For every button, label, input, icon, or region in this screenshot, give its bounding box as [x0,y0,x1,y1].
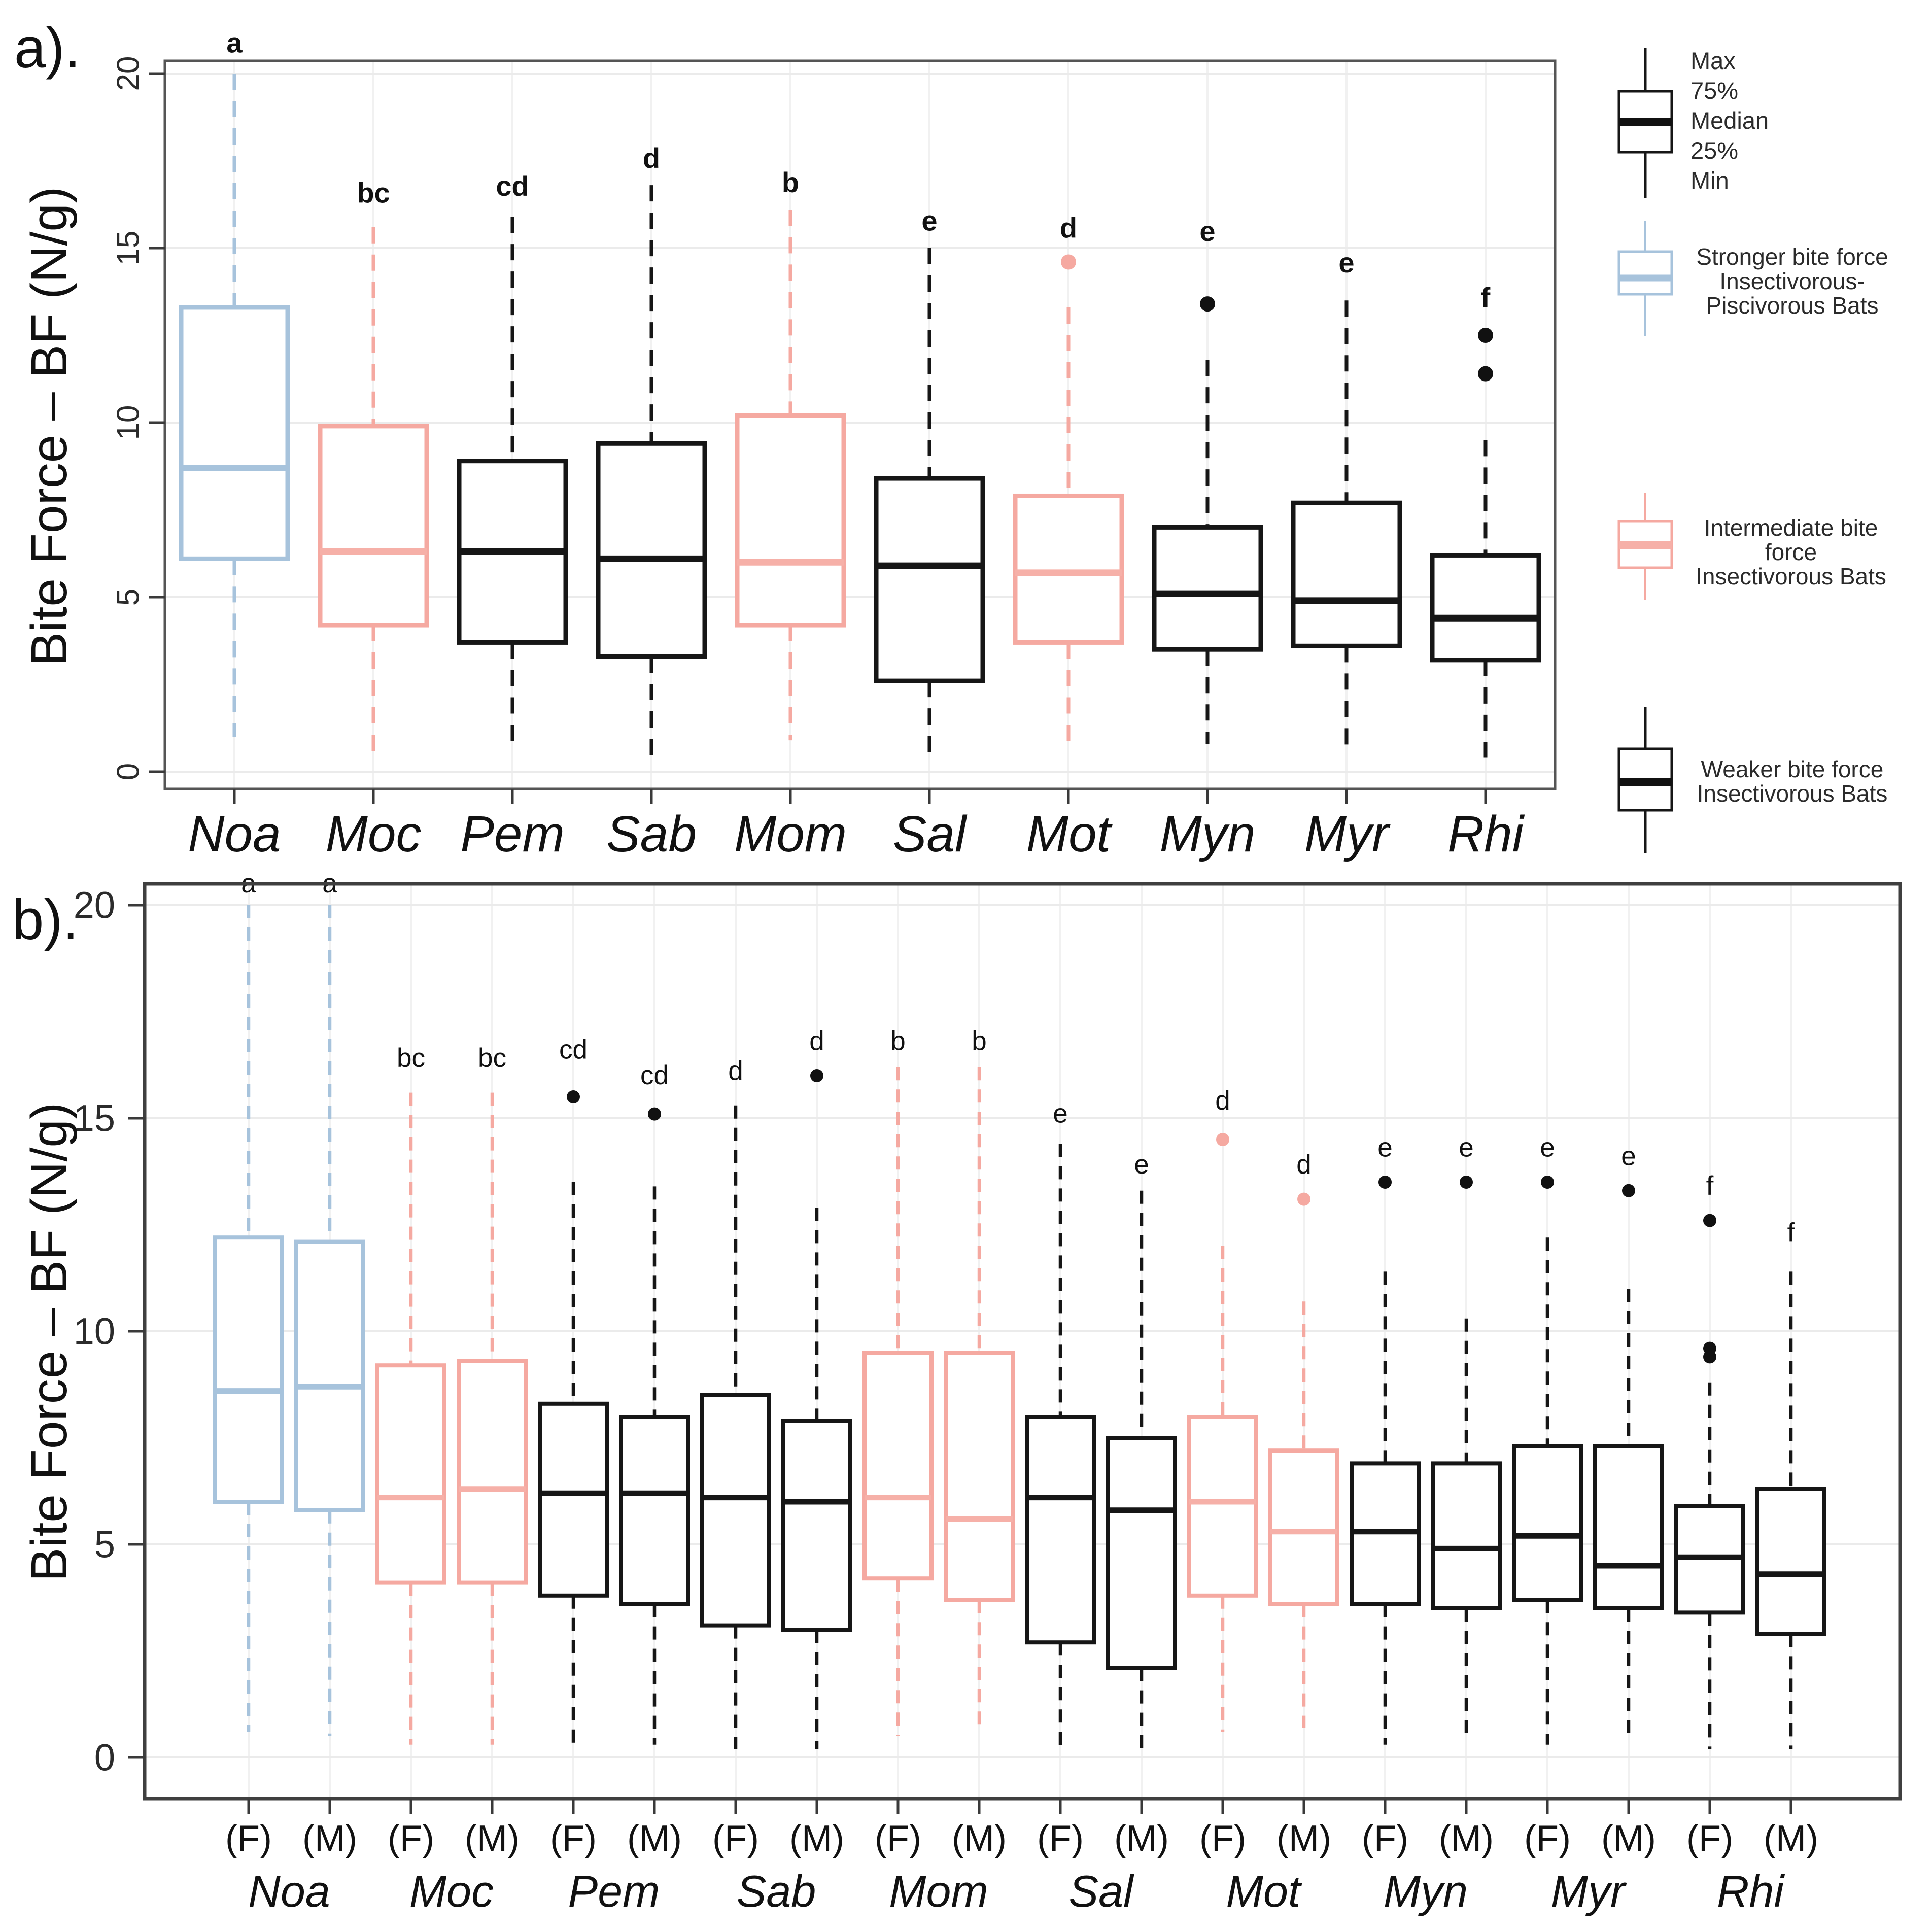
panel-a-category-Pem: Pem [460,806,565,862]
legend-intermediate-line2: force [1765,539,1817,565]
legend-stronger-line2: Insectivorous- [1719,268,1865,294]
panel-b-sig-letter-1: a [322,868,337,899]
panel-b-sex-label-9: (M) [952,1818,1007,1859]
panel-b-box-Noa-M [296,905,363,1736]
panel-b-box-Rhi-M-iqr-box [1757,1489,1824,1634]
panel-b-sig-letter-15: e [1459,1132,1474,1163]
panel-a-box-Sab-iqr-box [598,443,705,657]
panel-a-sig-letter-1: bc [357,177,390,209]
legend-intermediate-line3: Insectivorous Bats [1696,563,1886,590]
panel-b-sig-letter-5: cd [640,1060,669,1090]
panel-b-sig-letter-16: e [1540,1132,1555,1163]
panel-b-sex-label-2: (F) [388,1818,434,1859]
panel-b-box-Myr-F-outlier [1541,1176,1554,1189]
panel-b-box-Noa-M-iqr-box [296,1242,363,1510]
key-label-median: Median [1690,107,1769,134]
panel-a-sig-letter-8: e [1338,247,1355,279]
panel-b-category-Sab: Sab [736,1866,816,1916]
panel-b-sig-letter-12: d [1215,1086,1230,1116]
panel-b-sig-letter-19: f [1787,1218,1795,1248]
panel-a-category-Mom: Mom [734,806,847,862]
panel-b-sex-label-14: (F) [1362,1818,1408,1859]
legend-entry-intermediate [1646,515,1932,589]
panel-b-sex-label-16: (F) [1524,1818,1571,1859]
panel-b-sex-label-19: (M) [1764,1818,1818,1859]
panel-a-box-Sab [598,185,705,757]
panel-b-box-Myn-M-iqr-box [1433,1463,1500,1608]
panel-b-box-Pem-F [540,1090,607,1749]
panel-a-box-Mot-outlier [1061,255,1076,270]
legend-weaker-line1: Weaker bite force [1701,756,1884,782]
panel-b-sig-letter-0: a [241,868,256,899]
panel-b-box-Myr-M-outlier [1622,1184,1635,1197]
key-label-min: Min [1690,167,1729,194]
panel-a-category-Moc: Moc [325,806,422,862]
panel-b-sex-label-0: (F) [225,1818,272,1859]
panel-b-sig-letter-9: b [972,1026,987,1056]
panel-b-sex-label-11: (M) [1114,1818,1169,1859]
panel-a-box-Noa-iqr-box [181,307,288,559]
panel-b-sig-letter-8: b [890,1026,906,1056]
panel-b-box-Pem-M-iqr-box [621,1417,688,1604]
panel-b-sex-label-4: (F) [550,1818,597,1859]
boxplot-key-symbol [1616,45,1677,202]
legend-weaker-line2: Insectivorous Bats [1697,780,1888,807]
panel-a-category-Sab: Sab [606,806,697,862]
panel-b-sex-label-13: (M) [1276,1818,1331,1859]
legend-intermediate-line1: Intermediate bite [1704,514,1878,541]
panel-b-y-axis-title: Bite Force – BF (N/g) [21,1102,78,1582]
panel-b-sig-letter-2: bc [397,1043,425,1074]
panel-a-ytick-label-20: 20 [111,56,146,91]
panel-b-ytick-label-10: 10 [73,1310,115,1353]
panel-a-category-Noa: Noa [188,806,281,862]
panel-a-sig-letter-7: e [1199,215,1216,248]
panel-b-box-Pem-F-iqr-box [540,1404,607,1596]
panel-b-category-Pem: Pem [568,1866,660,1916]
panel-b-sex-label-5: (M) [627,1818,682,1859]
panel-a-box-Rhi-iqr-box [1432,555,1539,660]
panel-a-ytick-label-10: 10 [111,405,146,440]
panel-b-sex-label-1: (M) [302,1818,357,1859]
panel-b-box-Sab-F [702,1106,769,1749]
panel-b-box-Moc-M-iqr-box [459,1361,526,1583]
panel-b-sig-letter-14: e [1377,1132,1393,1163]
panel-b-box-Mom-M-iqr-box [946,1353,1013,1600]
panel-b-sex-label-6: (F) [712,1818,759,1859]
panel-a-sig-letter-0: a [226,26,243,59]
panel-a-sig-letter-4: b [781,166,800,198]
panel-b-sex-label-18: (F) [1686,1818,1733,1859]
panel-a-ytick-label-0: 0 [111,763,146,781]
panel-b-label: b). [12,888,79,951]
panel-b-box-Noa-F-iqr-box [215,1237,282,1502]
key-label-75: 75% [1690,77,1739,104]
panel-a-box-Rhi-outlier [1478,366,1493,382]
legend-entry-stronger [1651,245,1932,318]
panel-a-box-Mot-iqr-box [1015,496,1122,642]
panel-b-sig-letter-3: bc [478,1043,506,1074]
key-label-max: Max [1690,47,1736,74]
panel-b-box-Myn-M-outlier [1460,1176,1473,1189]
panel-b-box-Mot-F-outlier [1216,1133,1229,1146]
panel-b-sig-letter-10: e [1053,1098,1068,1129]
panel-b-ytick-label-5: 5 [94,1523,115,1566]
panel-a-box-Mom-iqr-box [737,416,844,625]
panel-a-box-Myn-iqr-box [1154,527,1261,649]
panel-b-box-Pem-M-outlier [648,1108,661,1121]
panel-b-box-Mot-M-iqr-box [1270,1451,1337,1604]
panel-a-label: a). [14,16,81,80]
panel-a-sig-letter-9: f [1480,281,1491,314]
panel-b-box-Rhi-F-outlier [1703,1214,1716,1227]
panel-b-box-Sal-M-iqr-box [1108,1438,1175,1668]
panel-b-box-Myn-F-outlier [1378,1176,1392,1189]
panel-b [74,869,1900,1916]
panel-b-box-Myr-M-iqr-box [1595,1446,1662,1608]
panel-a-box-Moc-iqr-box [320,426,427,625]
panel-a-sig-letter-6: d [1059,212,1078,244]
panel-a [111,27,1556,862]
panel-b-ytick-label-0: 0 [94,1736,115,1779]
boxplot-key-labels [1690,46,1769,195]
panel-a-ytick-label-5: 5 [111,588,146,606]
panel-a-sig-letter-5: e [921,204,938,237]
panel-b-category-Rhi: Rhi [1716,1866,1784,1916]
panel-a-ytick-label-15: 15 [111,230,146,266]
panel-b-category-Myn: Myn [1383,1866,1468,1916]
panel-b-box-Mot-F-iqr-box [1189,1417,1256,1596]
panel-b-box-Rhi-F-outlier [1703,1350,1716,1363]
panel-a-box-Myr [1293,300,1400,754]
panel-b-category-Mom: Mom [889,1866,988,1916]
panel-b-sex-label-17: (M) [1601,1818,1656,1859]
panel-b-box-Myr-F-iqr-box [1514,1446,1581,1600]
panel-a-box-Myr-iqr-box [1293,503,1400,646]
panel-b-box-Mom-M [946,1067,1013,1732]
panel-a-box-Rhi-outlier [1478,328,1493,343]
panel-b-sex-label-8: (F) [875,1818,921,1859]
panel-b-box-Sab-F-iqr-box [702,1395,769,1626]
panel-b-box-Mom-F-iqr-box [865,1353,932,1578]
panel-b-box-Sal-F-iqr-box [1027,1417,1094,1642]
panel-b-box-Mom-F [865,1067,932,1736]
legend-stronger-line3: Piscivorous Bats [1706,292,1879,319]
panel-b-sex-label-10: (F) [1037,1818,1084,1859]
panel-a-box-Sal-iqr-box [876,478,983,681]
panel-b-sig-letter-18: f [1706,1171,1714,1201]
panel-b-sex-label-15: (M) [1439,1818,1494,1859]
panel-b-border [145,884,1900,1799]
panel-b-sex-label-7: (M) [789,1818,844,1859]
panel-b-category-Noa: Noa [248,1866,330,1916]
panel-a-sig-letter-2: cd [496,169,529,202]
legend-entry-weaker [1651,757,1932,806]
panel-b-box-Moc-F-iqr-box [377,1365,444,1582]
panel-b-sig-letter-11: e [1134,1150,1149,1180]
panel-a-sig-letter-3: d [642,142,661,174]
panel-a-category-Myr: Myr [1304,806,1389,862]
panel-b-box-Sab-M-iqr-box [783,1421,850,1630]
panel-b-ytick-label-15: 15 [73,1097,115,1140]
panel-a-y-axis-title: Bite Force – BF (N/g) [21,186,78,666]
panel-b-box-Sab-M-outlier [810,1069,823,1082]
panel-b-sig-letter-6: d [728,1056,743,1086]
panel-b-sex-label-3: (M) [465,1818,520,1859]
panel-b-category-Myr: Myr [1550,1866,1626,1916]
panel-b-sig-letter-17: e [1621,1141,1636,1171]
panel-b-sig-letter-13: d [1296,1150,1312,1180]
panel-b-sex-label-12: (F) [1199,1818,1246,1859]
panel-b-category-Mot: Mot [1226,1866,1301,1916]
panel-a-category-Rhi: Rhi [1447,806,1524,862]
panel-b-category-Moc: Moc [409,1866,494,1916]
panel-a-box-Myn-outlier [1200,296,1215,312]
panel-b-sig-letter-4: cd [559,1034,588,1065]
panel-b-box-Pem-F-outlier [567,1090,580,1103]
key-label-25: 25% [1690,137,1739,164]
panel-b-box-Mot-M-outlier [1297,1193,1310,1206]
panel-b-sig-letter-7: d [809,1026,824,1056]
panel-a-category-Mot: Mot [1026,806,1111,862]
legend-stronger-line1: Stronger bite force [1696,244,1888,270]
panel-b-ytick-label-20: 20 [73,884,115,926]
panel-a-category-Sal: Sal [892,806,967,862]
panel-a-category-Myn: Myn [1159,806,1256,862]
panel-b-category-Sal: Sal [1068,1866,1133,1916]
